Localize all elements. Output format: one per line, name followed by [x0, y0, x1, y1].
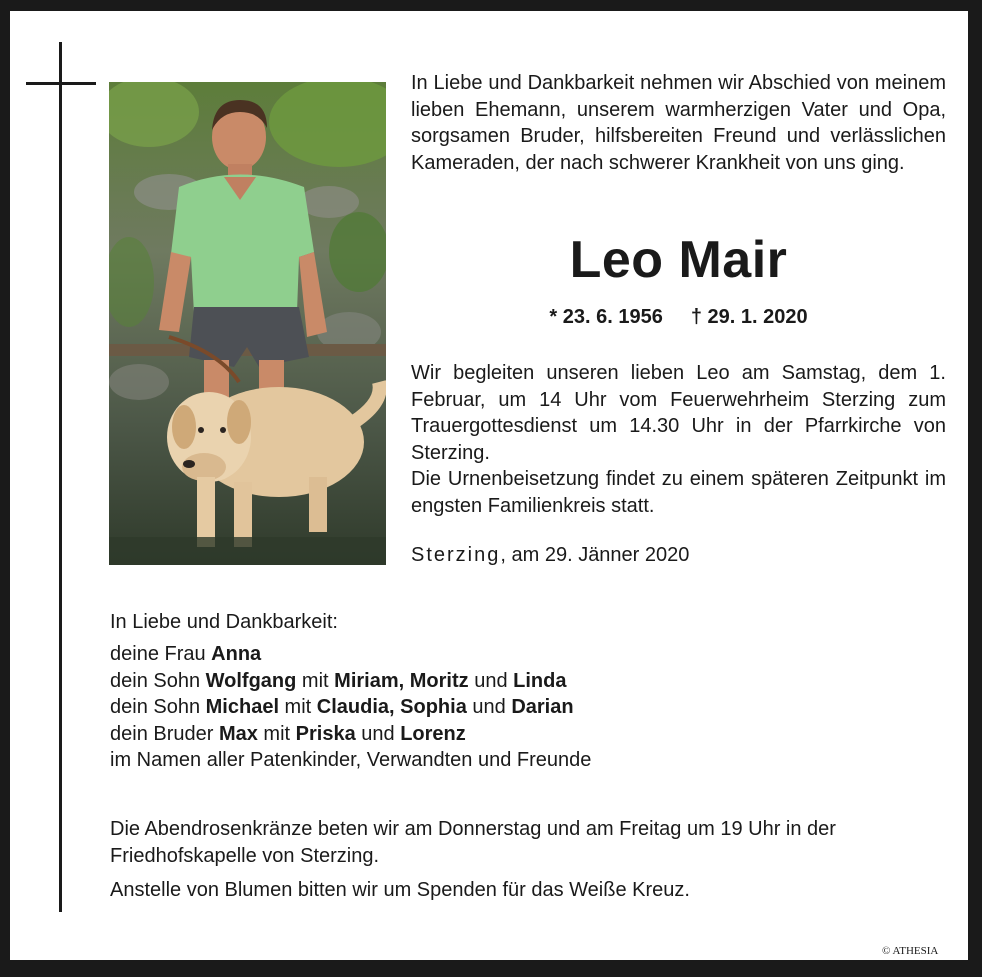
deceased-name: Leo Mair: [569, 231, 788, 289]
family-others: im Namen aller Patenkinder, Verwandten und Freunde: [110, 749, 592, 771]
death-date: † 29. 1. 2020: [690, 306, 808, 328]
cross-icon: [59, 42, 62, 912]
family-brother: dein Bruder Max mit Priska und Lorenz: [110, 722, 466, 745]
portrait-photo: [109, 82, 386, 565]
portrait-photo-graphic: [109, 82, 386, 565]
family-heading: In Liebe und Dankbarkeit:: [110, 611, 338, 633]
place-date: [411, 542, 946, 569]
family-son-1: dein Sohn Wolfgang mit Miriam, Moritz und Linda: [110, 669, 567, 692]
service-info: Wir begleiten unseren lieben Leo am Samstag, dem 1. Februar, um 14 Uhr vom Feuerwehrheim Sterzing zum Trauergottesdienst um 14.30 Uhr in der Pfarrkirche von Sterzing.: [411, 362, 946, 464]
obituary-card: [10, 11, 968, 960]
life-dates: [411, 304, 946, 330]
place-date-text: , am 29. Jänner 2020: [500, 544, 690, 566]
copyright-notice: © ATHESIA: [882, 945, 939, 957]
funeral-service-text: [411, 360, 946, 519]
rosary-text: Die Abendrosenkränze beten wir am Donnerstag und am Freitag um 19 Uhr in der Friedhofskapelle von Sterzing.: [110, 818, 836, 867]
urn-info: Die Urnenbeisetzung findet zu einem späteren Zeitpunkt im engsten Familienkreis statt.: [411, 468, 946, 517]
birth-date: * 23. 6. 1956: [549, 306, 663, 328]
cross-icon-bar: [26, 82, 96, 85]
family-wife: deine Frau Anna: [110, 643, 262, 665]
intro-text: In Liebe und Dankbarkeit nehmen wir Abschied von meinem lieben Ehemann, unserem warmherzigen Vater und Opa, sorgsamen Bruder, hilfsbereiten Freund und verlässlichen Kameraden, der nach schwerer Krankheit von uns ging.: [411, 72, 946, 174]
place-town: Sterzing: [411, 544, 501, 566]
donation-text: Anstelle von Blumen bitten wir um Spenden für das Weiße Kreuz.: [110, 879, 690, 901]
family-list: [110, 641, 810, 774]
family-son-2: dein Sohn Michael mit Claudia, Sophia und Darian: [110, 696, 574, 718]
